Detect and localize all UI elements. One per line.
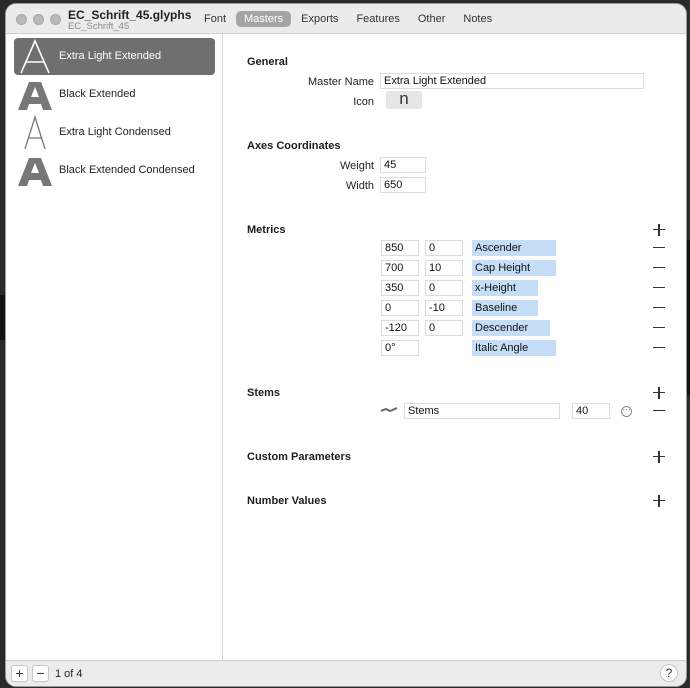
remove-metric-minus-icon[interactable] bbox=[652, 261, 666, 275]
ellipsis-icon[interactable]: ··· bbox=[621, 406, 632, 417]
metric-name-tag[interactable]: Italic Angle bbox=[472, 340, 556, 356]
custom-parameters-heading: Custom Parameters bbox=[247, 451, 351, 463]
remove-metric-minus-icon[interactable] bbox=[652, 341, 666, 355]
tab-bar bbox=[196, 11, 500, 27]
stem-name-field[interactable] bbox=[404, 403, 560, 419]
metric-name-tag[interactable]: Descender bbox=[472, 320, 550, 336]
master-glyph-light-icon bbox=[17, 115, 53, 151]
master-icon-glyph: n bbox=[399, 89, 409, 108]
master-item-black-extended-condensed[interactable] bbox=[14, 152, 215, 189]
tab-features[interactable]: Features bbox=[356, 13, 400, 25]
master-settings-panel bbox=[224, 34, 686, 660]
master-count: 1 of 4 bbox=[55, 668, 83, 680]
weight-field[interactable] bbox=[380, 157, 426, 173]
zoom-window-button[interactable] bbox=[50, 14, 61, 25]
master-item-extra-light-condensed[interactable] bbox=[14, 114, 215, 151]
add-number-value-plus-icon[interactable] bbox=[652, 494, 666, 508]
stem-value-field[interactable] bbox=[572, 403, 610, 419]
add-custom-parameter-plus-icon[interactable] bbox=[652, 450, 666, 464]
metric-overshoot-field[interactable] bbox=[425, 280, 463, 296]
background-strip-right bbox=[686, 240, 690, 395]
number-values-heading: Number Values bbox=[247, 495, 327, 507]
width-field[interactable] bbox=[380, 177, 426, 193]
metric-value-field[interactable] bbox=[381, 280, 419, 296]
master-icon-button[interactable] bbox=[386, 91, 422, 109]
metric-overshoot-field[interactable] bbox=[425, 320, 463, 336]
metric-name-tag[interactable]: Cap Height bbox=[472, 260, 556, 276]
master-glyph-light-icon bbox=[17, 39, 53, 75]
width-label: Width bbox=[345, 180, 374, 192]
tab-font[interactable]: Font bbox=[204, 13, 227, 25]
remove-metric-minus-icon[interactable] bbox=[652, 301, 666, 315]
tab-masters[interactable]: Masters bbox=[236, 11, 291, 27]
master-item-black-extended[interactable] bbox=[14, 76, 215, 113]
stem-icon[interactable] bbox=[380, 405, 398, 415]
metric-value-field[interactable] bbox=[381, 340, 419, 356]
app-window bbox=[6, 4, 686, 686]
help-button[interactable]: ? bbox=[660, 664, 678, 682]
masters-sidebar bbox=[6, 34, 223, 660]
title-bar bbox=[6, 4, 686, 34]
axes-heading: Axes Coordinates bbox=[247, 140, 341, 152]
master-label: Extra Light Condensed bbox=[59, 126, 171, 138]
general-heading: General bbox=[247, 56, 288, 68]
icon-label: Icon bbox=[353, 96, 374, 108]
remove-metric-minus-icon[interactable] bbox=[652, 241, 666, 255]
master-label: Black Extended Condensed bbox=[59, 164, 195, 176]
window-title: EC_Schrift_45.glyphs bbox=[68, 8, 192, 22]
metric-value-field[interactable] bbox=[381, 240, 419, 256]
window-controls bbox=[16, 14, 61, 25]
metric-name-tag[interactable]: Ascender bbox=[472, 240, 556, 256]
remove-metric-minus-icon[interactable] bbox=[652, 321, 666, 335]
master-glyph-black-icon bbox=[17, 77, 53, 113]
master-label: Black Extended bbox=[59, 88, 136, 100]
add-stem-plus-icon[interactable] bbox=[652, 386, 666, 400]
metric-value-field[interactable] bbox=[381, 320, 419, 336]
metric-name-tag[interactable]: x-Height bbox=[472, 280, 538, 296]
master-name-label: Master Name bbox=[307, 76, 374, 88]
close-window-button[interactable] bbox=[16, 14, 27, 25]
metric-value-field[interactable] bbox=[381, 260, 419, 276]
window-subtitle: EC_Schrift_45 bbox=[68, 21, 130, 32]
remove-stem-minus-icon[interactable] bbox=[652, 404, 666, 418]
weight-label: Weight bbox=[339, 160, 374, 172]
master-glyph-black-icon bbox=[17, 153, 53, 189]
master-name-field[interactable] bbox=[380, 73, 644, 89]
metrics-heading: Metrics bbox=[247, 224, 286, 236]
stems-heading: Stems bbox=[247, 387, 281, 399]
remove-metric-minus-icon[interactable] bbox=[652, 281, 666, 295]
metric-overshoot-field[interactable] bbox=[425, 300, 463, 316]
add-master-button[interactable]: + bbox=[11, 665, 28, 682]
add-metric-plus-icon[interactable] bbox=[652, 223, 666, 237]
master-label: Extra Light Extended bbox=[59, 50, 162, 62]
minimize-window-button[interactable] bbox=[33, 14, 44, 25]
metric-overshoot-field[interactable] bbox=[425, 240, 463, 256]
tab-other[interactable]: Other bbox=[417, 13, 446, 25]
remove-master-button[interactable]: − bbox=[32, 665, 49, 682]
tab-exports[interactable]: Exports bbox=[301, 13, 339, 25]
bottom-bar bbox=[6, 660, 686, 686]
master-item-extra-light-extended[interactable] bbox=[14, 38, 215, 75]
metric-name-tag[interactable]: Baseline bbox=[472, 300, 538, 316]
metric-value-field[interactable] bbox=[381, 300, 419, 316]
tab-notes[interactable]: Notes bbox=[463, 13, 493, 25]
metric-overshoot-field[interactable] bbox=[425, 260, 463, 276]
